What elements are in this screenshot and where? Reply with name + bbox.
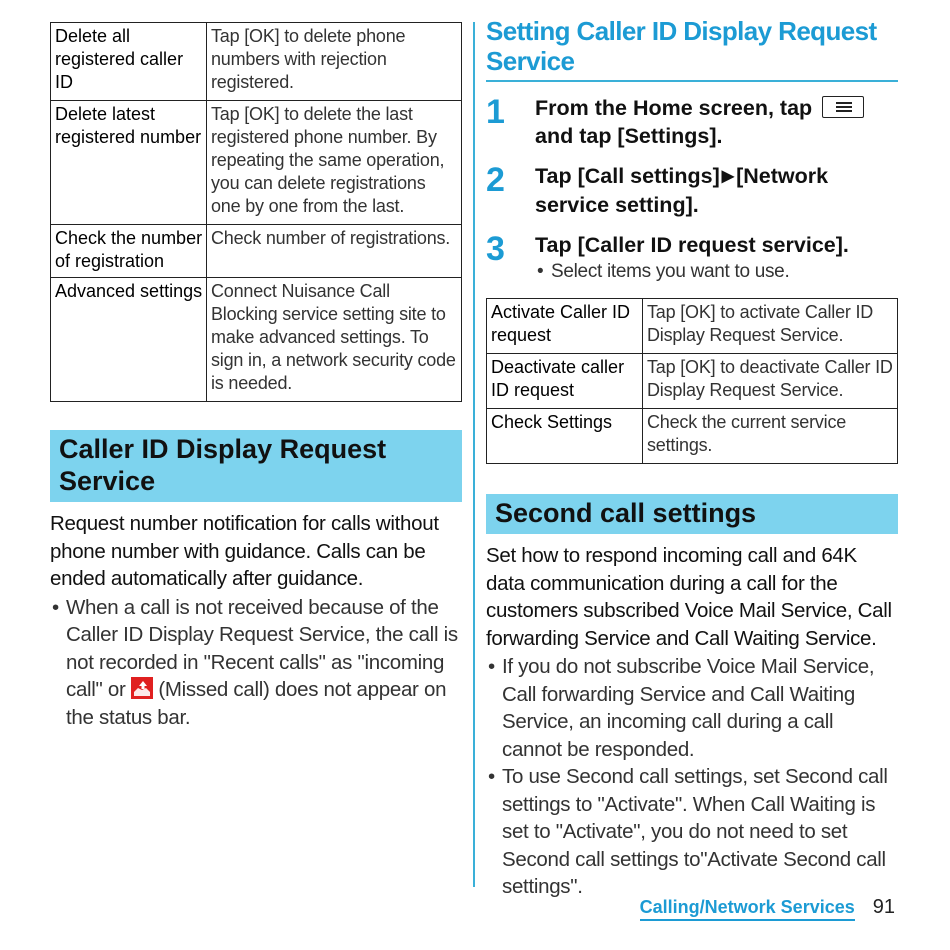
missed-call-icon bbox=[131, 677, 153, 699]
step-1: 1 From the Home screen, tap and tap [Settings]. bbox=[486, 94, 898, 150]
page-footer bbox=[640, 896, 895, 921]
table-value: Connect Nuisance Call Blocking service setting site to make advanced settings. To sign in, a network security code is needed. bbox=[207, 278, 462, 402]
table-row bbox=[51, 23, 462, 101]
table-row bbox=[487, 299, 898, 354]
second-call-intro: Set how to respond incoming call and 64K data communication during a call for the customers subscribed Voice Mail Service, Call forwarding Service and Call Waiting Service. bbox=[486, 544, 892, 650]
table-value: Check number of registrations. bbox=[207, 225, 462, 278]
table-row bbox=[487, 409, 898, 464]
table-value: Tap [OK] to activate Caller ID Display Request Service. bbox=[643, 299, 898, 354]
caller-id-notes bbox=[50, 594, 462, 732]
table-row bbox=[51, 278, 462, 402]
column-divider bbox=[473, 22, 475, 887]
table-key: Delete all registered caller ID bbox=[51, 23, 207, 101]
step-3: 3 Tap [Caller ID request service]. • Select items you want to use. bbox=[486, 231, 898, 284]
caller-id-section-header bbox=[50, 430, 462, 502]
arrow-right-icon: ▶ bbox=[721, 168, 735, 185]
section-title: Second call settings bbox=[495, 498, 757, 528]
table-key: Check the number of registration bbox=[51, 225, 207, 278]
list-item: • When a call is not received because of the Caller ID Display Request Service, the call is not recorded in "Recent calls" as "incoming call" or (Missed call) does not appear on the status bar. bbox=[50, 594, 462, 732]
table-row bbox=[487, 354, 898, 409]
table-key: Check Settings bbox=[487, 409, 643, 464]
list-item: • To use Second call settings, set Second call settings to "Activate". When Call Waiting is set to "Activate", you do not need to set Second call settings to"Activate Second call settings". bbox=[486, 763, 898, 901]
table-value: Tap [OK] to deactivate Caller ID Display Request Service. bbox=[643, 354, 898, 409]
menu-key-icon bbox=[822, 96, 864, 118]
page-number: 91 bbox=[872, 896, 895, 918]
section-title: Caller ID Display Request Service bbox=[59, 434, 387, 496]
table-value: Check the current service settings. bbox=[643, 409, 898, 464]
second-call-notes bbox=[486, 653, 898, 901]
step-2: 2 Tap [Call settings] ▶[Network service setting]. bbox=[486, 161, 829, 217]
table-key: Delete latest registered number bbox=[51, 101, 207, 225]
step-number: 2 bbox=[486, 161, 505, 199]
list-item: • Select items you want to use. bbox=[535, 259, 898, 284]
left-column bbox=[50, 22, 462, 731]
caller-id-options-table bbox=[486, 298, 898, 464]
table-row bbox=[51, 225, 462, 278]
step-number: 1 bbox=[486, 93, 505, 131]
step-number: 3 bbox=[486, 230, 505, 268]
nuisance-call-options-table bbox=[50, 22, 462, 402]
table-value: Tap [OK] to delete phone numbers with rejection registered. bbox=[207, 23, 462, 101]
table-key: Activate Caller ID request bbox=[487, 299, 643, 354]
table-key: Deactivate caller ID request bbox=[487, 354, 643, 409]
table-value: Tap [OK] to delete the last registered phone number. By repeating the same operation, you can delete registrations one by one from the last. bbox=[207, 101, 462, 225]
list-item: • If you do not subscribe Voice Mail Service, Call forwarding Service and Call Waiting Service, an incoming call during a call cannot be responded. bbox=[486, 653, 898, 763]
caller-id-intro: Request number notification for calls without phone number with guidance. Calls can be ended automatically after guidance. bbox=[50, 512, 439, 590]
second-call-section-header bbox=[486, 494, 898, 534]
table-row bbox=[51, 101, 462, 225]
right-column bbox=[486, 16, 898, 901]
setting-section-title: Setting Caller ID Display Request Service bbox=[486, 16, 898, 82]
step-3-notes bbox=[535, 259, 898, 284]
section-link[interactable]: Calling/Network Services bbox=[640, 897, 855, 921]
table-key: Advanced settings bbox=[51, 278, 207, 402]
